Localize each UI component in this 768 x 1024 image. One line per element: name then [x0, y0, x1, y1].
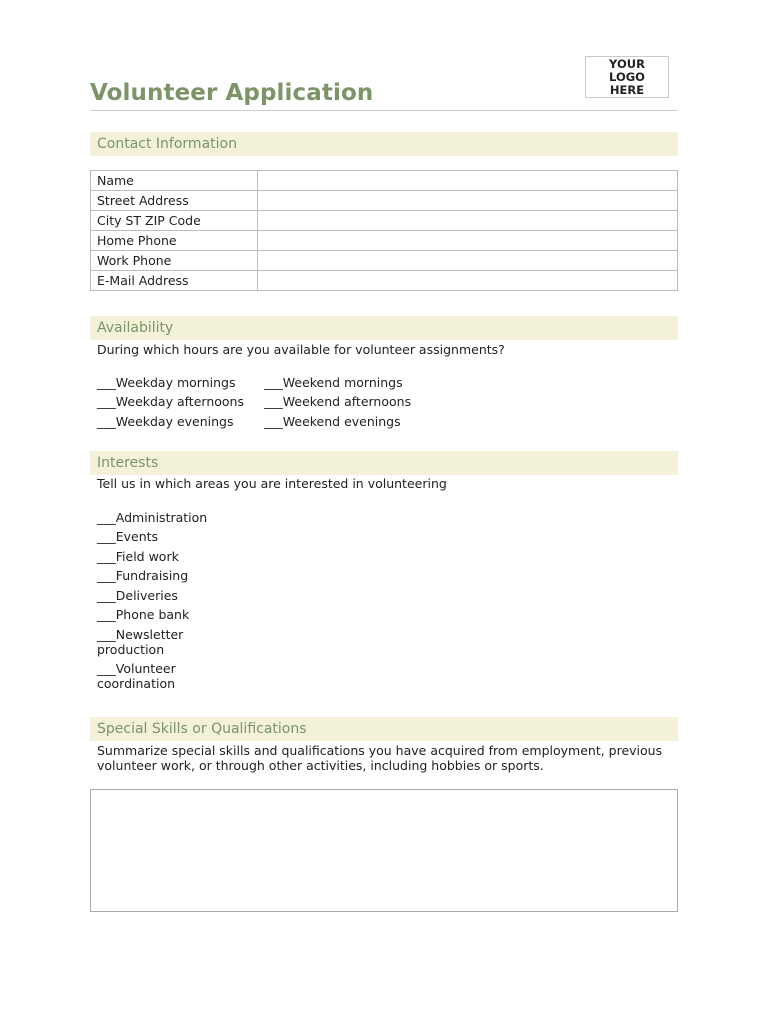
option-field-work[interactable]: ___Field work — [97, 549, 179, 564]
contact-table — [90, 170, 678, 291]
field-label: City ST ZIP Code — [91, 211, 258, 231]
option-fundraising[interactable]: ___Fundraising — [97, 568, 189, 583]
option-newsletter-production[interactable]: ___Newsletter production — [97, 627, 184, 657]
option-weekend-evenings[interactable]: ___Weekend evenings — [264, 414, 401, 429]
table-row — [91, 251, 678, 271]
option-weekday-mornings[interactable]: ___Weekday mornings — [97, 375, 236, 390]
option-weekend-mornings[interactable]: ___Weekend mornings — [264, 375, 403, 390]
option-weekday-afternoons[interactable]: ___Weekday afternoons — [97, 394, 244, 409]
availability-section-heading: Availability — [90, 316, 678, 340]
option-deliveries[interactable]: ___Deliveries — [97, 588, 178, 603]
option-phone-bank[interactable]: ___Phone bank — [97, 607, 190, 622]
table-row — [91, 191, 678, 211]
city-st-zip-field[interactable] — [258, 211, 678, 231]
title-divider — [90, 110, 678, 111]
option-administration[interactable]: ___Administration — [97, 510, 208, 525]
option-events[interactable]: ___Events — [97, 529, 159, 544]
logo-text: YOUR LOGO HERE — [609, 56, 645, 97]
availability-prompt: During which hours are you available for volunteer assignments? — [97, 342, 505, 357]
option-weekday-evenings[interactable]: ___Weekday evenings — [97, 414, 234, 429]
work-phone-field[interactable] — [258, 251, 678, 271]
email-address-field[interactable] — [258, 271, 678, 291]
option-weekend-afternoons[interactable]: ___Weekend afternoons — [264, 394, 412, 409]
interests-section-heading: Interests — [90, 451, 678, 475]
table-row — [91, 231, 678, 251]
field-label: Home Phone — [91, 231, 258, 251]
field-label: E-Mail Address — [91, 271, 258, 291]
interests-prompt: Tell us in which areas you are interested in volunteering — [97, 476, 447, 491]
name-field[interactable] — [258, 171, 678, 191]
skills-prompt: Summarize special skills and qualifications you have acquired from employment, previous volunteer work, or through other activities, including hobbies or sports. — [97, 743, 663, 773]
page-title: Volunteer Application — [90, 80, 374, 106]
skills-section-heading: Special Skills or Qualifications — [90, 717, 678, 741]
table-row — [91, 211, 678, 231]
skills-text-area[interactable] — [90, 789, 678, 912]
table-row — [91, 171, 678, 191]
field-label: Street Address — [91, 191, 258, 211]
field-label: Name — [91, 171, 258, 191]
logo-placeholder — [585, 56, 669, 98]
option-volunteer-coordination[interactable]: ___Volunteer coordination — [97, 661, 176, 691]
street-address-field[interactable] — [258, 191, 678, 211]
field-label: Work Phone — [91, 251, 258, 271]
home-phone-field[interactable] — [258, 231, 678, 251]
table-row — [91, 271, 678, 291]
contact-section-heading: Contact Information — [90, 132, 678, 156]
